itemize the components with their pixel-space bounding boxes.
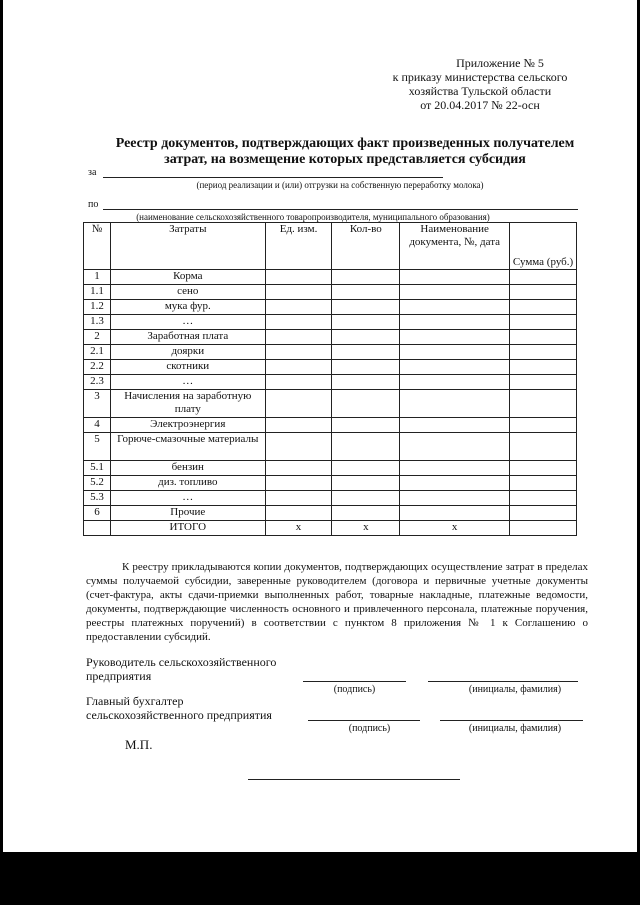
appendix-block	[360, 56, 600, 112]
col-header-quantity: Кол-во	[332, 223, 400, 270]
period-label: за	[88, 167, 97, 178]
appendix-line-2: к приказу министерства сельского	[392, 70, 568, 84]
cell-sum[interactable]	[510, 375, 577, 390]
row-number: 2	[84, 330, 111, 345]
total-num-cell	[84, 521, 111, 536]
cell-document[interactable]	[400, 360, 510, 375]
cell-sum[interactable]	[510, 270, 577, 285]
cell-quantity[interactable]	[332, 506, 400, 521]
total-quantity-mark: х	[332, 521, 400, 536]
row-number: 1.3	[84, 315, 111, 330]
table-row	[84, 270, 577, 285]
head-signature-line[interactable]	[303, 681, 406, 682]
cell-quantity[interactable]	[332, 315, 400, 330]
col-header-document: Наименование документа, №, дата	[400, 223, 510, 270]
cell-unit[interactable]	[265, 506, 332, 521]
bottom-rule	[248, 779, 460, 780]
total-sum-cell[interactable]	[510, 521, 577, 536]
total-document-mark: х	[400, 521, 510, 536]
cell-sum[interactable]	[510, 300, 577, 315]
table-row	[84, 433, 577, 461]
title-line-2: затрат, на возмещение которых представляется субсидия	[164, 152, 526, 167]
cell-quantity[interactable]	[332, 390, 400, 418]
cell-document[interactable]	[400, 390, 510, 418]
row-expense: …	[110, 491, 265, 506]
cell-sum[interactable]	[510, 330, 577, 345]
cell-document[interactable]	[400, 300, 510, 315]
producer-input-line[interactable]	[103, 209, 578, 210]
cell-unit[interactable]	[265, 390, 332, 418]
producer-label: по	[88, 199, 99, 210]
cell-document[interactable]	[400, 491, 510, 506]
cell-unit[interactable]	[265, 375, 332, 390]
cell-quantity[interactable]	[332, 491, 400, 506]
table-header-row	[84, 223, 577, 270]
row-number: 6	[84, 506, 111, 521]
total-label: ИТОГО	[110, 521, 265, 536]
cell-document[interactable]	[400, 433, 510, 461]
row-number: 5	[84, 433, 111, 461]
cell-sum[interactable]	[510, 476, 577, 491]
scan-edge-left	[0, 0, 3, 905]
document-title	[80, 136, 610, 168]
title-line-1: Реестр документов, подтверждающих факт произведенных получателем	[115, 136, 575, 151]
table-row	[84, 345, 577, 360]
row-number: 5.2	[84, 476, 111, 491]
head-sign-caption: (подпись)	[333, 684, 376, 695]
cell-unit[interactable]	[265, 418, 332, 433]
table-row	[84, 300, 577, 315]
table-row	[84, 360, 577, 375]
row-expense: скотники	[110, 360, 265, 375]
cell-unit[interactable]	[265, 270, 332, 285]
row-expense: диз. топливо	[110, 476, 265, 491]
accountant-label-line-2: сельскохозяйственного предприятия	[86, 708, 272, 722]
cell-document[interactable]	[400, 418, 510, 433]
cell-document[interactable]	[400, 375, 510, 390]
cell-quantity[interactable]	[332, 375, 400, 390]
table-row	[84, 491, 577, 506]
cell-unit[interactable]	[265, 461, 332, 476]
cell-document[interactable]	[400, 315, 510, 330]
cell-quantity[interactable]	[332, 360, 400, 375]
cell-sum[interactable]	[510, 315, 577, 330]
cell-unit[interactable]	[265, 300, 332, 315]
table-row	[84, 461, 577, 476]
cell-quantity[interactable]	[332, 300, 400, 315]
table-row	[84, 418, 577, 433]
stamp-place-label: М.П.	[125, 737, 153, 752]
row-expense: Начисления на заработную плату	[110, 390, 265, 418]
row-number: 4	[84, 418, 111, 433]
cell-unit[interactable]	[265, 285, 332, 300]
row-expense: …	[110, 315, 265, 330]
cell-document[interactable]	[400, 506, 510, 521]
table-row	[84, 375, 577, 390]
head-name-caption: (инициалы, фамилия)	[468, 684, 562, 695]
row-number: 2.2	[84, 360, 111, 375]
scan-bottom-bar	[0, 852, 640, 905]
row-number: 1.2	[84, 300, 111, 315]
appendix-line-4: от 20.04.2017 № 22-осн	[420, 98, 540, 112]
cell-unit[interactable]	[265, 433, 332, 461]
row-number: 5.3	[84, 491, 111, 506]
appendix-line-3: хозяйства Тульской области	[408, 84, 552, 98]
cell-sum[interactable]	[510, 345, 577, 360]
cell-document[interactable]	[400, 345, 510, 360]
row-number: 1	[84, 270, 111, 285]
head-label-line-1: Руководитель сельскохозяйственного	[86, 655, 277, 669]
row-number: 2.1	[84, 345, 111, 360]
head-label-line-2: предприятия	[86, 669, 152, 683]
row-expense: …	[110, 375, 265, 390]
row-expense: Горюче-смазочные материалы	[110, 433, 265, 461]
cell-unit[interactable]	[265, 360, 332, 375]
table-row	[84, 315, 577, 330]
row-number: 3	[84, 390, 111, 418]
appendix-line-1: Приложение № 5	[456, 56, 544, 70]
cell-document[interactable]	[400, 476, 510, 491]
row-number: 2.3	[84, 375, 111, 390]
table-row	[84, 476, 577, 491]
cell-document[interactable]	[400, 285, 510, 300]
accountant-signature-label	[86, 694, 272, 722]
attachment-paragraph: К реестру прикладываются копии документов, подтверждающих осуществление затрат в пределах суммы получаемой субсидии, заверенные руководителем (договора и первичные учетные документы (счет-фактура, акты сдачи-приемки выполненных работ, товарные накладные, платежные ведомости, документы, подтверждающие численность основного и привлеченного персонала, платежные поручения, реестры платежных поручений) в соответствии с пунктом 8 приложения № 1 к Соглашению о предоставлении субсидий.	[86, 561, 588, 643]
cell-sum[interactable]	[510, 285, 577, 300]
cell-document[interactable]	[400, 461, 510, 476]
cell-quantity[interactable]	[332, 345, 400, 360]
row-expense: Прочие	[110, 506, 265, 521]
cell-quantity[interactable]	[332, 270, 400, 285]
row-expense: сено	[110, 285, 265, 300]
accountant-label-line-1: Главный бухгалтер	[86, 694, 184, 708]
cell-sum[interactable]	[510, 491, 577, 506]
cell-unit[interactable]	[265, 476, 332, 491]
cell-sum[interactable]	[510, 506, 577, 521]
row-expense: мука фур.	[110, 300, 265, 315]
table-row	[84, 330, 577, 345]
cell-quantity[interactable]	[332, 461, 400, 476]
cell-sum[interactable]	[510, 360, 577, 375]
accountant-signature-line[interactable]	[308, 720, 420, 721]
table-total-row	[84, 521, 577, 536]
cell-sum[interactable]	[510, 461, 577, 476]
cell-unit[interactable]	[265, 330, 332, 345]
cell-sum[interactable]	[510, 433, 577, 461]
col-header-num: №	[84, 223, 111, 270]
accountant-sign-caption: (подпись)	[348, 723, 391, 734]
cell-sum[interactable]	[510, 418, 577, 433]
col-header-expenses: Затраты	[110, 223, 265, 270]
cell-quantity[interactable]	[332, 476, 400, 491]
head-name-line[interactable]	[428, 681, 578, 682]
period-input-line[interactable]	[103, 177, 443, 178]
period-caption: (период реализации и (или) отгрузки на собственную переработку молока)	[196, 180, 484, 190]
row-expense: бензин	[110, 461, 265, 476]
row-number: 5.1	[84, 461, 111, 476]
table-row	[84, 390, 577, 418]
cell-quantity[interactable]	[332, 433, 400, 461]
total-unit-mark: х	[265, 521, 332, 536]
expense-register-table	[83, 222, 577, 536]
col-header-sum: Сумма (руб.)	[510, 223, 577, 270]
producer-caption: (наименование сельскохозяйственного товаропроизводителя, муниципального образования)	[136, 212, 490, 222]
head-signature-label	[86, 655, 276, 683]
table-row	[84, 285, 577, 300]
cell-quantity[interactable]	[332, 330, 400, 345]
cell-unit[interactable]	[265, 491, 332, 506]
cell-unit[interactable]	[265, 315, 332, 330]
row-expense: Корма	[110, 270, 265, 285]
cell-quantity[interactable]	[332, 418, 400, 433]
cell-document[interactable]	[400, 270, 510, 285]
accountant-name-line[interactable]	[440, 720, 583, 721]
row-expense: Электроэнергия	[110, 418, 265, 433]
row-number: 1.1	[84, 285, 111, 300]
row-expense: Заработная плата	[110, 330, 265, 345]
cell-document[interactable]	[400, 330, 510, 345]
col-header-unit: Ед. изм.	[265, 223, 332, 270]
cell-unit[interactable]	[265, 345, 332, 360]
accountant-name-caption: (инициалы, фамилия)	[468, 723, 562, 734]
table-row	[84, 506, 577, 521]
cell-quantity[interactable]	[332, 285, 400, 300]
cell-sum[interactable]	[510, 390, 577, 418]
row-expense: доярки	[110, 345, 265, 360]
